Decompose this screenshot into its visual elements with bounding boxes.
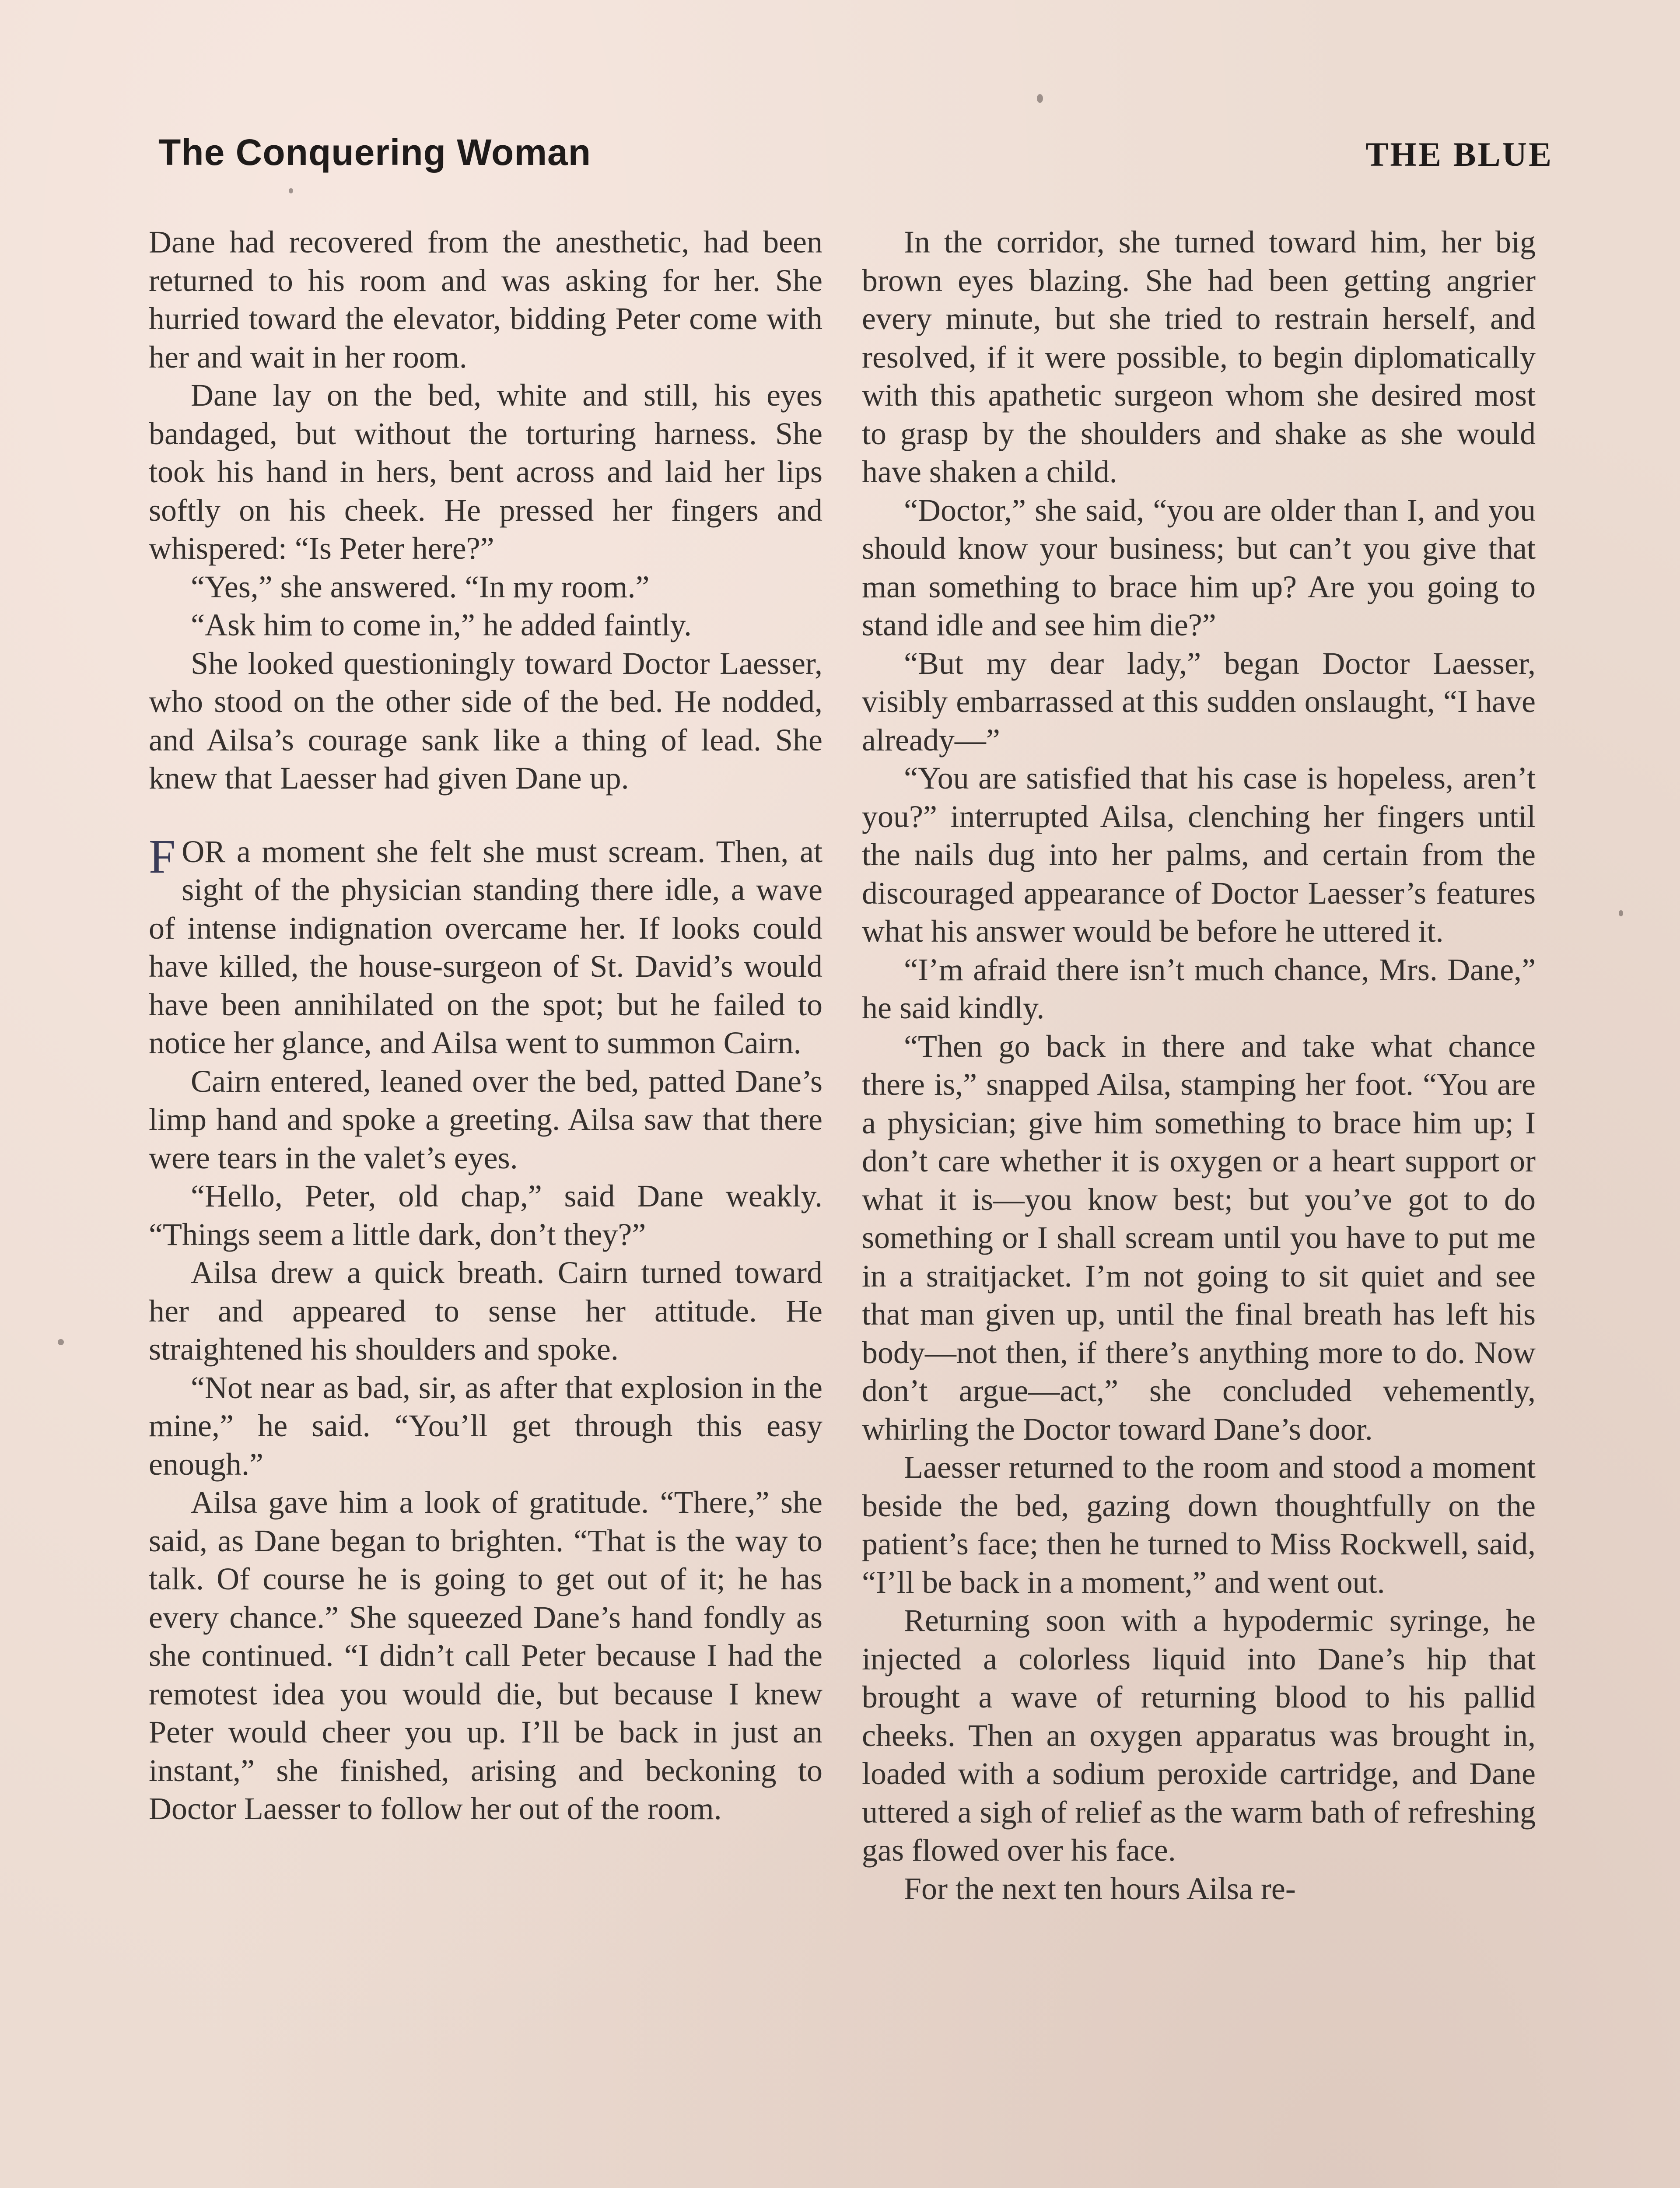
right-text-column xyxy=(862,223,1536,1908)
paper-speck xyxy=(58,1339,64,1345)
paragraph: “Doctor,” she said, “you are older than I, and you should know your business; but can’t you give that man something to brace him up? Are you going to stand idle and see him die?” xyxy=(862,492,1536,642)
paragraph: Ailsa drew a quick breath. Cairn turned toward her and appeared to sense her attitude. He straightened his shoulders and spoke. xyxy=(149,1255,822,1367)
paragraph: “Not near as bad, sir, as after that explosion in the mine,” he said. “You’ll get through this easy enough.” xyxy=(149,1370,822,1482)
paragraph: “Yes,” she answered. “In my room.” xyxy=(191,569,650,604)
story-title: The Conquering Woman xyxy=(158,132,592,173)
paragraph: “Then go back in there and take what chance there is,” snapped Ailsa, stamping her foot. “You are a physician; give him something to brace him up; I don’t care whether it is oxygen or a heart support or what it is—you know best; but you’ve got to do something or I shall scream until you have to put me in a straitjacket. I’m not going to sit quiet and see that man given up, until the final breath has left his body—not then, if there’s anything more to do. Now don’t argue—act,” she concluded vehemently, whirling the Doctor toward Dane’s door. xyxy=(862,1028,1536,1447)
paragraph: She looked questioningly toward Doctor Laesser, who stood on the other side of the bed. He nodded, and Ailsa’s courage sank like a thing of lead. She knew that Laesser had given Dane up. xyxy=(149,645,822,796)
paragraph: Laesser returned to the room and stood a moment beside the bed, gazing down thoughtfully on the patient’s face; then he turned to Miss Rockwell, said, “I’ll be back in a moment,” and went out. xyxy=(862,1450,1536,1600)
paragraph: Returning soon with a hypodermic syringe, he injected a colorless liquid into Dane’s hip that brought a wave of returning blood to his pallid cheeks. Then an oxygen apparatus was brought in, loaded with a sodium peroxide cartridge, and Dane uttered a sigh of relief as the warm bath of refreshing gas flowed over his face. xyxy=(862,1603,1536,1868)
paragraph: “But my dear lady,” began Doctor Laesser, visibly embarrassed at this sudden onslaught, “I have already—” xyxy=(862,645,1536,757)
paper-speck xyxy=(1619,910,1623,916)
paper-speck xyxy=(289,188,293,193)
left-text-column xyxy=(149,223,822,1828)
paragraph: Cairn entered, leaned over the bed, patted Dane’s limp hand and spoke a greeting. Ailsa saw that there were tears in the valet’s eyes. xyxy=(149,1063,822,1175)
paragraph: Ailsa gave him a look of gratitude. “There,” she said, as Dane began to brighten. “That is the way to talk. Of course he is going to get out of it; he has every chance.” She squeezed Dane’s hand fondly as she continued. “I didn’t call Peter because I had the remotest idea you would die, but because I knew Peter would cheer you up. I’ll be back in just an instant,” she finished, arising and beckoning to Doctor Laesser to follow her out of the room. xyxy=(149,1485,822,1826)
paragraph: “Hello, Peter, old chap,” said Dane weakly. “Things seem a little dark, don’t they?” xyxy=(149,1178,822,1252)
paragraph: In the corridor, she turned toward him, her big brown eyes blazing. She had been getting angrier every minute, but she tried to restrain herself, and resolved, if it were possible, to begin diplomatically with this apathetic surgeon whom she desired most to grasp by the shoulders and shake as she would have shaken a child. xyxy=(862,224,1536,489)
paragraph: Dane lay on the bed, white and still, his eyes bandaged, but without the torturing harness. She took his hand in hers, bent across and laid her lips softly on his cheek. He pressed her fingers and whispered: “Is Peter here?” xyxy=(149,378,822,566)
section-paragraph xyxy=(149,829,822,1062)
paragraph: Dane had recovered from the anesthetic, had been returned to his room and was asking for her. She hurried toward the elevator, bidding Peter come with her and wait in her room. xyxy=(149,224,822,375)
paragraph: “You are satisfied that his case is hopeless, aren’t you?” interrupted Ailsa, clenching her fingers until the nails dug into her palms, and certain from the discouraged appearance of Doctor Laesser’s features what his answer would be before he uttered it. xyxy=(862,761,1536,949)
paragraph: “Ask him to come in,” he added faintly. xyxy=(191,607,692,642)
paper-speck xyxy=(1037,94,1043,103)
paragraph: “I’m afraid there isn’t much chance, Mrs. Dane,” he said kindly. xyxy=(862,952,1536,1025)
drop-cap: F xyxy=(149,829,176,883)
magazine-name: THE BLUE xyxy=(1365,135,1553,173)
paragraph-text: OR a moment she felt she must scream. Then, at sight of the physician standing there idle, a wave of intense indignation overcame her. If looks could have killed, the house-surgeon of St. David’s would have been annihilated on the spot; but he failed to notice her glance, and Ailsa went to summon Cairn. xyxy=(149,834,822,1060)
paragraph: For the next ten hours Ailsa re- xyxy=(904,1871,1296,1906)
